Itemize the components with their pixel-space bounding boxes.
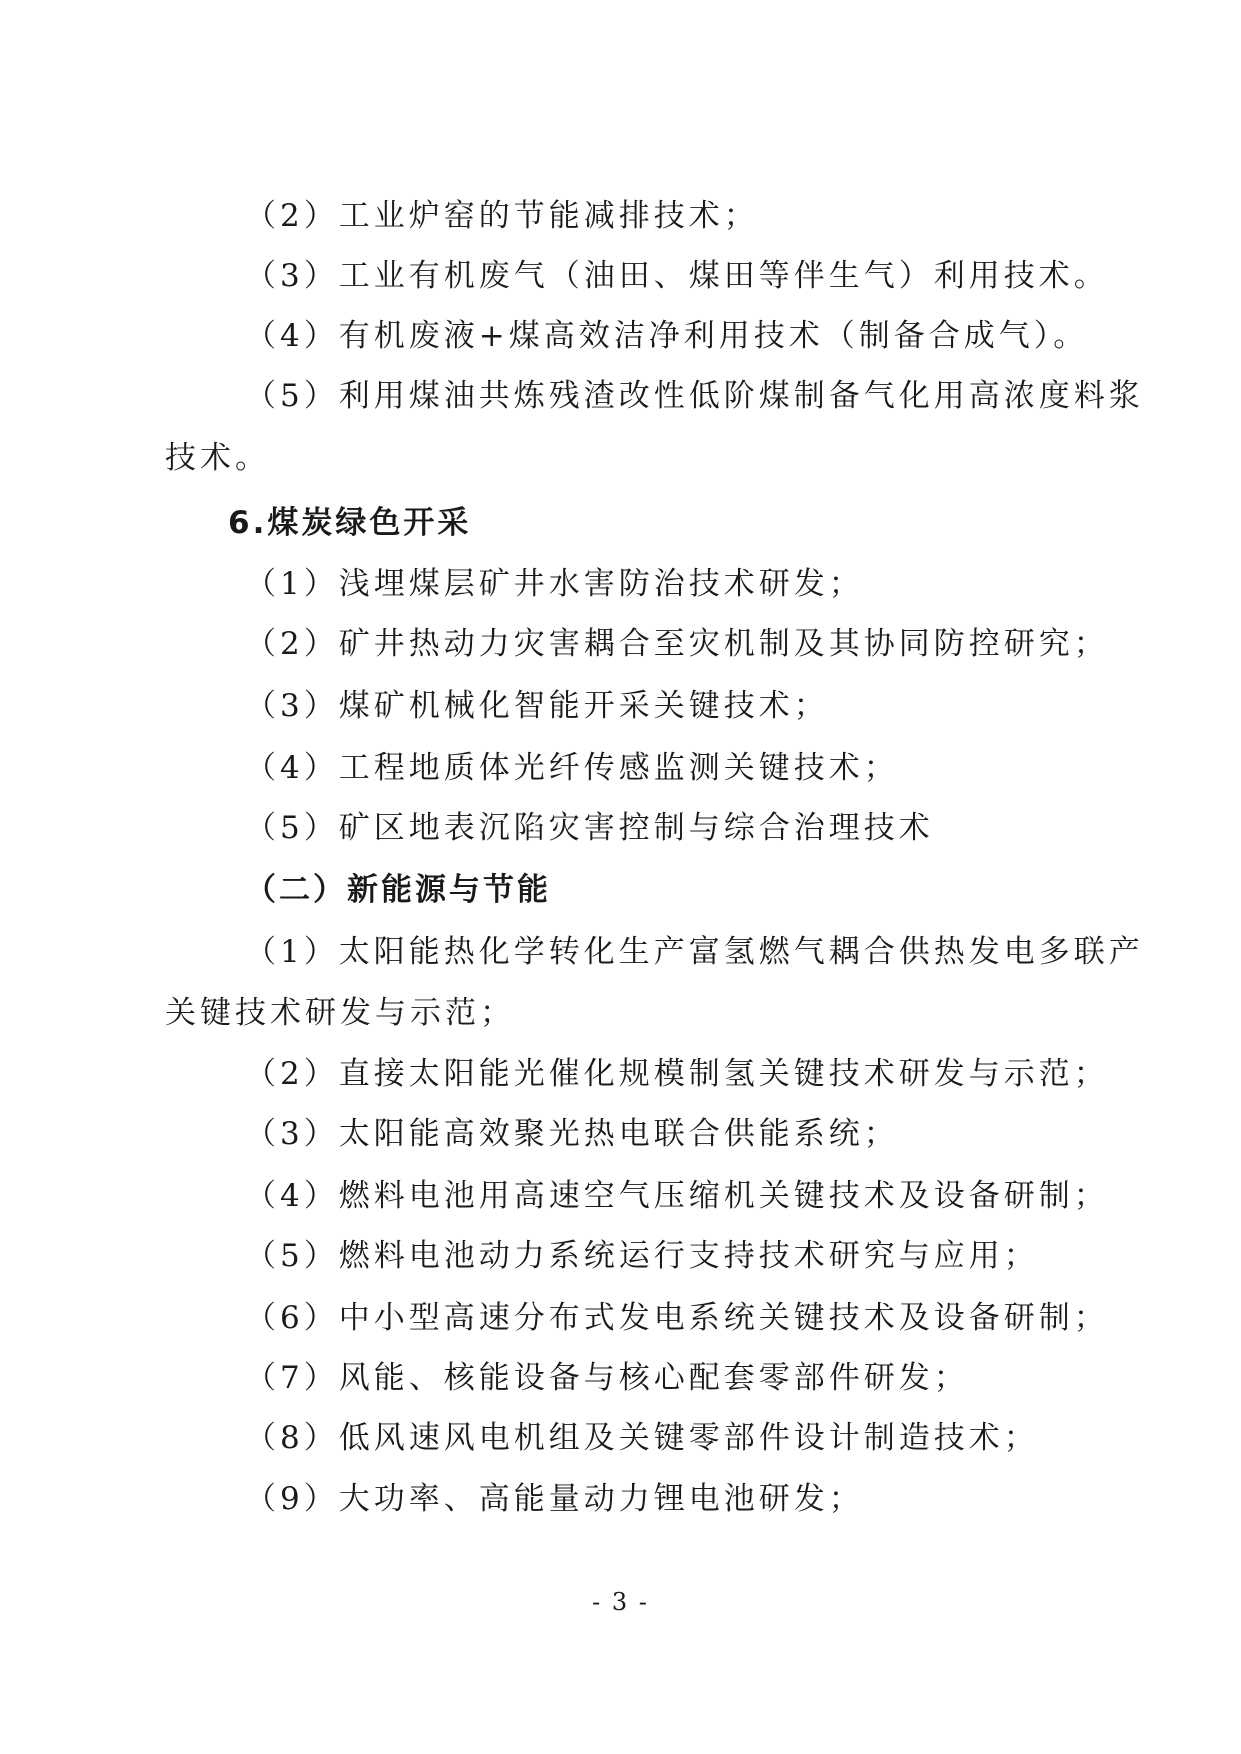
list-item: （7）风能、核能设备与核心配套零部件研发； xyxy=(245,1360,969,1396)
section-heading: 6.煤炭绿色开采 xyxy=(228,505,472,541)
list-item: （2）直接太阳能光催化规模制氢关键技术研发与示范； xyxy=(245,1056,1109,1092)
list-item: （3）太阳能高效聚光热电联合供能系统； xyxy=(245,1116,899,1152)
list-item: （1）浅埋煤层矿井水害防治技术研发； xyxy=(245,566,864,602)
list-item: （3）煤矿机械化智能开采关键技术； xyxy=(245,688,829,724)
list-item: （9）大功率、高能量动力锂电池研发； xyxy=(245,1481,864,1517)
list-item: （5）利用煤油共炼残渣改性低阶煤制备气化用高浓度料浆 xyxy=(245,378,1144,414)
list-item: （4）燃料电池用高速空气压缩机关键技术及设备研制； xyxy=(245,1178,1109,1214)
list-item-continuation: 技术。 xyxy=(165,440,270,476)
list-item: （8）低风速风电机组及关键零部件设计制造技术； xyxy=(245,1420,1039,1456)
list-item: （1）太阳能热化学转化生产富氢燃气耦合供热发电多联产 xyxy=(245,934,1144,970)
list-item: （2）工业炉窑的节能减排技术； xyxy=(245,198,759,234)
list-item: （5）矿区地表沉陷灾害控制与综合治理技术 xyxy=(245,810,934,846)
list-item: （5）燃料电池动力系统运行支持技术研究与应用； xyxy=(245,1238,1039,1274)
section-heading: （二）新能源与节能 xyxy=(245,872,551,908)
list-item: （6）中小型高速分布式发电系统关键技术及设备研制； xyxy=(245,1300,1109,1336)
list-item-continuation: 关键技术研发与示范； xyxy=(165,995,515,1031)
list-item: （2）矿井热动力灾害耦合至灾机制及其协同防控研究； xyxy=(245,626,1109,662)
list-item: （4）有机废液+煤高效洁净利用技术（制备合成气）。 xyxy=(245,318,1089,354)
list-item: （4）工程地质体光纤传感监测关键技术； xyxy=(245,750,899,786)
page-number: - 3 - xyxy=(592,1588,649,1616)
list-item: （3）工业有机废气（油田、煤田等伴生气）利用技术。 xyxy=(245,258,1109,294)
